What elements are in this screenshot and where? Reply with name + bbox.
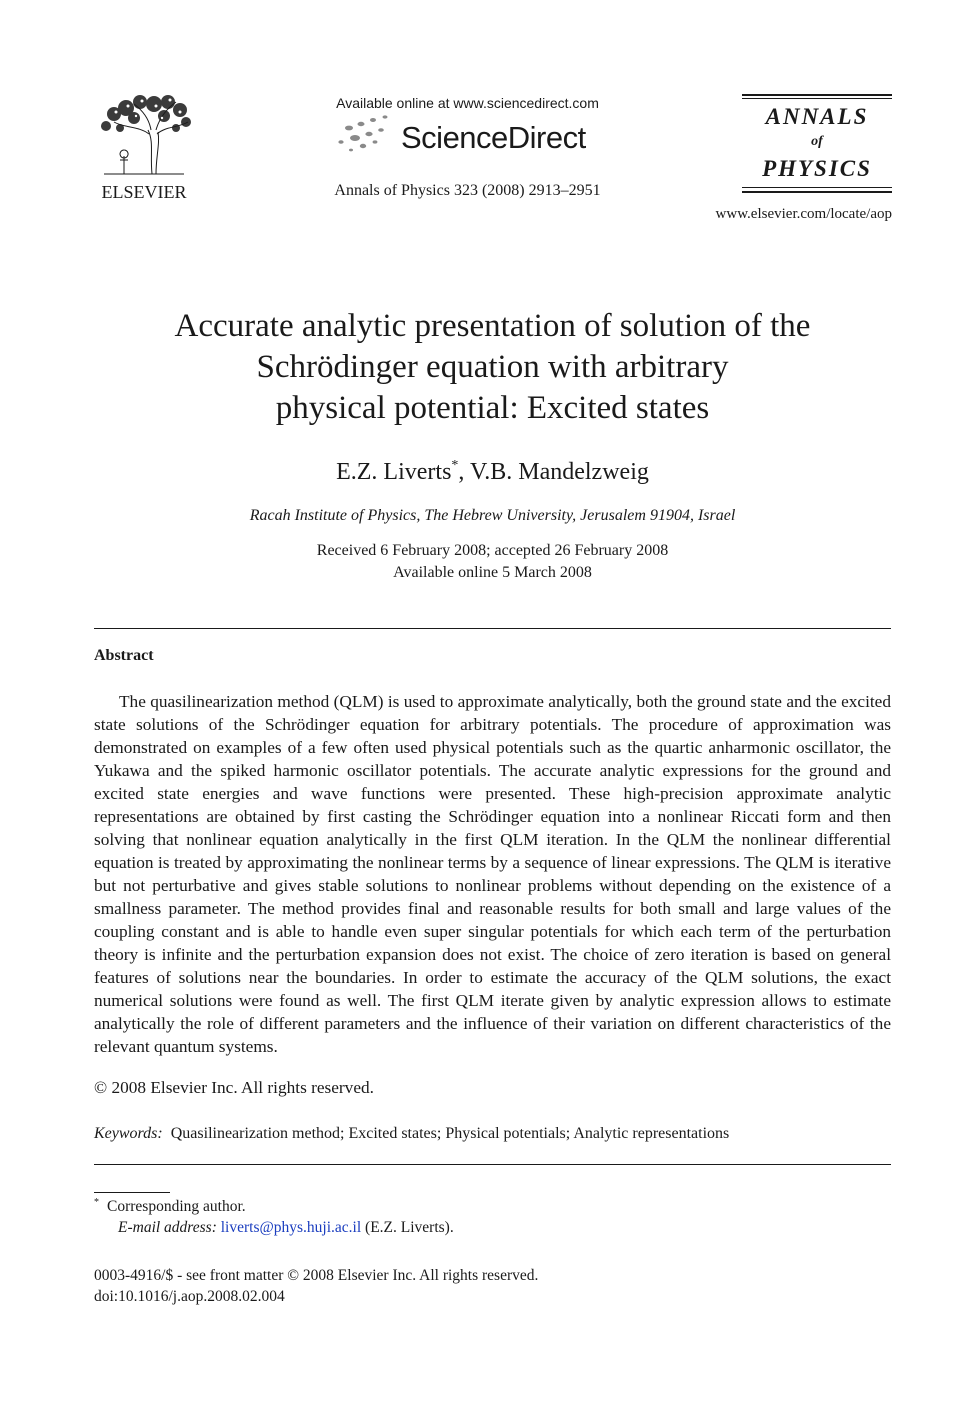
journal-url-link[interactable]: www.elsevier.com/locate/aop: [715, 206, 892, 222]
divider: [94, 628, 891, 629]
email-owner: (E.Z. Liverts).: [365, 1219, 454, 1236]
title-line: Accurate analytic presentation of solution of the: [174, 308, 811, 344]
footnote-rule: [94, 1192, 170, 1193]
author-name[interactable]: E.Z. Liverts: [336, 459, 452, 485]
received-dates: Received 6 February 2008; accepted 26 February 2008: [316, 542, 669, 559]
aop-logo-annals: ANNALS: [765, 104, 869, 129]
article-history: [60, 540, 925, 584]
article-title: [60, 306, 925, 429]
divider: [94, 1164, 891, 1165]
footnote-corresponding-text: Corresponding author.: [107, 1198, 246, 1215]
annals-of-physics-logo: [742, 94, 892, 194]
corresponding-author-mark[interactable]: *: [451, 458, 459, 473]
aop-logo-physics: PHYSICS: [762, 156, 872, 181]
email-label: E-mail address:: [118, 1219, 217, 1236]
footnote-email: [118, 1219, 454, 1237]
doi-link[interactable]: doi:10.1016/j.aop.2008.02.004: [94, 1288, 285, 1305]
title-line: physical potential: Excited states: [275, 390, 710, 426]
keywords: [94, 1125, 891, 1143]
sciencedirect-logo: [335, 112, 610, 162]
abstract-heading: Abstract: [94, 647, 154, 664]
keywords-text: Quasilinearization method; Excited states; Physical potentials; Analytic representations: [170, 1125, 730, 1142]
author-separator: ,: [458, 459, 470, 485]
elsevier-wordmark: ELSEVIER: [101, 182, 187, 202]
affiliation: Racah Institute of Physics, The Hebrew University, Jerusalem 91904, Israel: [249, 507, 736, 524]
footnote-corresponding: [94, 1197, 246, 1216]
elsevier-logo: [94, 94, 194, 204]
author-name[interactable]: V.B. Mandelzweig: [470, 459, 649, 485]
sciencedirect-wordmark: ScienceDirect: [401, 120, 586, 155]
authors-line: [60, 458, 925, 486]
abstract-body: The quasilinearization method (QLM) is used to approximate analytically, both the ground state and the excited state solutions of the Schrödinger equation for arbitrary potentials. The procedure of approximation was demonstrated on examples of a few often used physical potentials such as the quartic anharmonic oscillator, the Yukawa and the spiked harmonic oscillator potentials. The accurate analytic expressions for the ground and excited state energies and wave functions were presented. These high-precision approximate analytic representations are obtained by first casting the Schrödinger equation into a nonlinear Riccati form and then solving that nonlinear equation analytically in the first QLM iteration. In the QLM the nonlinear differential equation is treated by approximating the nonlinear terms by a sequence of linear expressions. The QLM is iterative but not perturbative and gives stable solutions to nonlinear problems without depending on the existence of a smallness parameter. The method provides final and reasonable results for both small and large values of the coupling constant and is able to handle even super singular potentials for which each term of the perturbation theory is infinite and the perturbation expansion does not exist. The choice of zero iteration is based on general features of solutions near the boundaries. In order to estimate the accuracy of the QLM solutions, the exact numerical solutions were found as well. The first QLM iterate given by analytic expression allows to estimate analytically the role of different parameters and the influence of their variation on different characteristics of the relevant quantum systems.: [94, 692, 891, 1056]
email-link[interactable]: liverts@phys.huji.ac.il: [220, 1219, 362, 1236]
abstract-copyright: © 2008 Elsevier Inc. All rights reserved.: [94, 1078, 374, 1097]
sciencedirect-dots-icon: [335, 112, 399, 158]
journal-citation: Annals of Physics 323 (2008) 2913–2951: [334, 182, 601, 199]
available-online-text: Available online at www.sciencedirect.com: [336, 95, 599, 111]
issn-line: 0003-4916/$ - see front matter © 2008 Elsevier Inc. All rights reserved.: [94, 1267, 539, 1284]
front-matter: [94, 1265, 538, 1307]
available-online-date: Available online 5 March 2008: [393, 564, 592, 581]
keywords-label: Keywords:: [94, 1125, 163, 1142]
elsevier-tree-icon: [94, 94, 194, 182]
footnote-mark: *: [94, 1197, 99, 1208]
title-line: Schrödinger equation with arbitrary: [256, 349, 729, 385]
aop-logo-of: of: [811, 134, 823, 149]
